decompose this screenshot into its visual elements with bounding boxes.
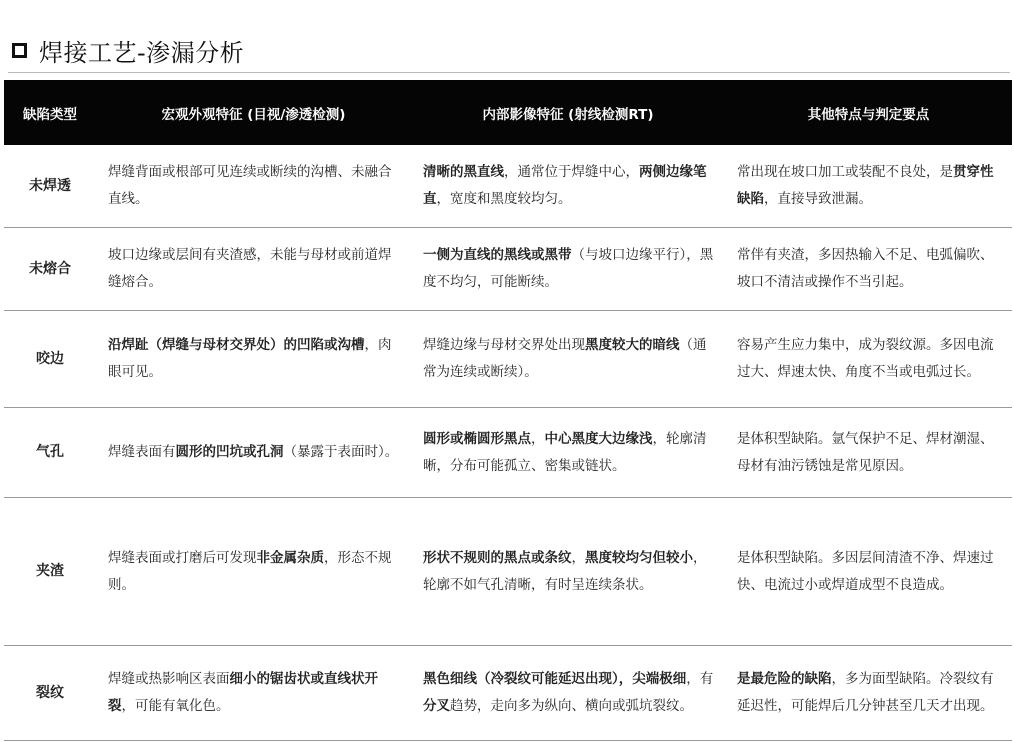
table-row	[4, 498, 1012, 646]
body-text: 焊缝边缘与母材交界处出现	[423, 337, 585, 353]
other-points-cell	[725, 145, 1012, 228]
emphasis-text: 形状不规则的黑点或条纹	[423, 549, 572, 566]
emphasis-text: 贯穿性缺陷	[737, 164, 994, 207]
emphasis-text: 一侧为直线的黑线或黑带	[423, 247, 572, 263]
body-text: ，	[531, 430, 545, 447]
page-title-bar	[12, 30, 244, 70]
emphasis-text: 圆形或椭圆形黑点	[423, 430, 531, 447]
table-row	[4, 408, 1012, 498]
emphasis-text: 黑色细线（冷裂纹可能延迟出现），尖端极细	[423, 671, 687, 687]
page-title: 焊接工艺-渗漏分析	[39, 38, 245, 67]
table-row	[4, 145, 1012, 228]
emphasis-text: 黑度较均匀但较小	[585, 549, 693, 566]
body-text: ，直接导致泄漏。	[764, 191, 872, 207]
defect-type-cell: 气孔	[4, 408, 96, 498]
emphasis-text: 圆形的凹坑或孔洞	[175, 444, 284, 460]
emphasis-text: 中心黑度大边缘浅	[544, 430, 653, 447]
emphasis-text: 黑度较大的暗线	[585, 337, 680, 353]
other-points-cell	[725, 646, 1012, 741]
table-row	[4, 311, 1012, 408]
other-points-cell	[725, 311, 1012, 408]
other-points-cell	[725, 228, 1012, 311]
defect-type-cell: 咬边	[4, 311, 96, 408]
defect-type-cell: 未熔合	[4, 228, 96, 311]
inner-feature-cell	[411, 311, 725, 408]
inner-feature-cell	[411, 498, 725, 646]
emphasis-text: 细小的锯齿状或直线状开裂	[108, 671, 378, 714]
body-text: 常出现在坡口加工或装配不良处，是	[737, 164, 953, 180]
emphasis-text: 分叉	[423, 698, 450, 714]
body-text: ，形态不规则。	[108, 549, 392, 593]
macro-feature-cell	[96, 311, 411, 408]
body-text: 趋势，走向多为纵向、横向或弧坑裂纹。	[450, 698, 693, 714]
body-text: ，	[571, 549, 585, 566]
macro-feature-cell	[96, 228, 411, 311]
body-text: ，轮廓不如气孔清晰，有时呈连续条状。	[423, 549, 707, 593]
body-text: 是体积型缺陷。多因层间清渣不净、焊速过快、电流过小或焊道成型不良造成。	[737, 549, 994, 593]
defect-type-cell: 裂纹	[4, 646, 96, 741]
macro-feature-cell	[96, 408, 411, 498]
defect-analysis-table	[4, 80, 1012, 741]
inner-feature-cell	[411, 145, 725, 228]
body-text: （暴露于表面时）。	[283, 444, 399, 460]
body-text: 焊缝背面或根部可见连续或断续的沟槽、未融合直线。	[108, 164, 392, 207]
body-text: ，可能有氧化色。	[121, 698, 230, 714]
body-text: 焊缝表面或打磨后可发现	[108, 549, 257, 566]
body-text: （与坡口边缘平行），黑度不均匀，可能断续。	[423, 247, 714, 290]
body-text: 焊缝表面有	[108, 444, 176, 460]
body-text: （通常为连续或断续）。	[423, 337, 707, 380]
inner-feature-cell	[411, 408, 725, 498]
defect-type-cell: 夹渣	[4, 498, 96, 646]
body-text: ，宽度和黑度较均匀。	[436, 191, 572, 207]
header-other-points: 其他特点与判定要点	[807, 106, 930, 123]
body-text: 坡口边缘或层间有夹渣感，未能与母材或前道焊缝熔合。	[108, 247, 392, 290]
table-header-row	[4, 80, 1012, 145]
table-row	[4, 646, 1012, 741]
emphasis-text: 两侧边缘笔直	[423, 164, 707, 207]
emphasis-text: 清晰的黑直线	[423, 164, 504, 180]
emphasis-text: 沿焊趾（焊缝与母材交界处）的凹陷或沟槽	[108, 337, 365, 353]
inner-feature-cell	[411, 228, 725, 311]
body-text: ，多为面型缺陷。冷裂纹有延迟性，可能焊后几分钟甚至几天才出现。	[737, 671, 994, 714]
body-text: 焊缝或热影响区表面	[108, 671, 230, 687]
header-macro-features: 宏观外观特征 (目视/渗透检测)	[161, 106, 346, 123]
header-inner-features: 内部影像特征 (射线检测RT)	[482, 106, 654, 123]
body-text: ，通常位于焊缝中心，	[504, 164, 639, 180]
other-points-cell	[725, 408, 1012, 498]
inner-feature-cell	[411, 646, 725, 741]
defect-type-cell: 未焊透	[4, 145, 96, 228]
macro-feature-cell	[96, 498, 411, 646]
body-text: ，有	[686, 671, 714, 687]
title-divider	[8, 72, 1010, 73]
macro-feature-cell	[96, 646, 411, 741]
body-text: ，轮廓清晰，分布可能孤立、密集或链状。	[423, 430, 707, 474]
square-bullet-icon	[12, 43, 27, 58]
body-text: ，肉眼可见。	[108, 337, 392, 380]
body-text: 常伴有夹渣，多因热输入不足、电弧偏吹、坡口不清洁或操作不当引起。	[737, 247, 994, 290]
header-defect-type: 缺陷类型	[23, 106, 77, 123]
body-text: 容易产生应力集中，成为裂纹源。多因电流过大、焊速太快、角度不当或电弧过长。	[737, 337, 994, 380]
table-row	[4, 228, 1012, 311]
emphasis-text: 是最危险的缺陷	[737, 671, 832, 687]
body-text: 是体积型缺陷。氩气保护不足、焊材潮湿、母材有油污锈蚀是常见原因。	[737, 430, 994, 474]
emphasis-text: 非金属杂质	[256, 549, 324, 566]
other-points-cell	[725, 498, 1012, 646]
macro-feature-cell	[96, 145, 411, 228]
